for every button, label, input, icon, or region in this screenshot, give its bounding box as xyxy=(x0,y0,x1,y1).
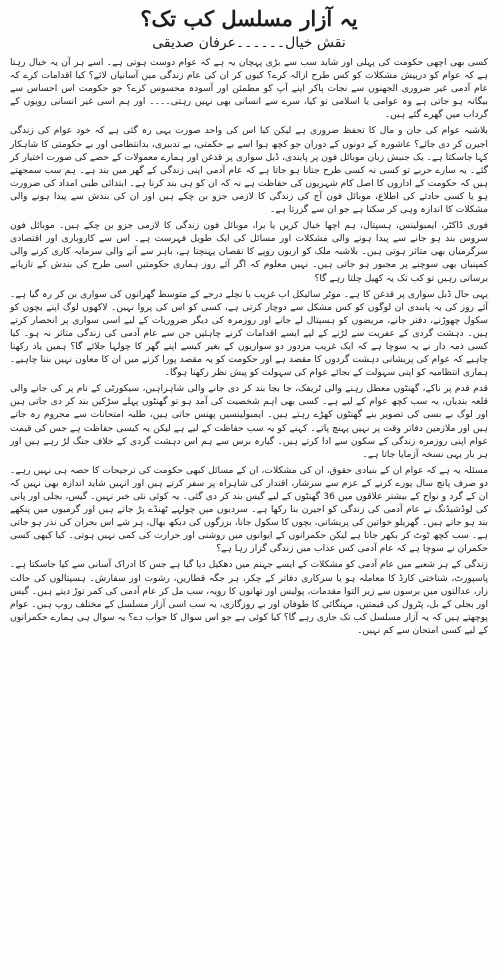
column-title: یہ آزار مسلسل کب تک؟ xyxy=(140,6,358,31)
paragraph: قدم قدم پر ناکے، گھنٹوں معطل رہنے والی ٹریفک، جا بجا بند کر دی جانے والی شاہراہیں، سیکورٹی کے نام پر کی جانے والی قلعہ بندیاں، یہ سب کچھ عوام کے لیے ہے۔ کسی بھی اہم شخصیت کی آمد ہو تو گھنٹوں پہلے سڑکیں بند کر دی جاتی ہیں اور لوگ بے بسی کی تصویر بنے گھنٹوں کھڑے رہتے ہیں۔ ایمبولینسیں پھنس جاتی ہیں، طلبہ امتحانات سے محروم رہ جاتے ہیں اور ملازمین دفاتر وقت پر نہیں پہنچ پاتے۔ کہنے کو یہ سب حفاظت کے لیے ہے لیکن یہ کیسی حفاظت ہے جس کی قیمت عوام اپنی روزمرہ زندگی کے سکون سے ادا کرتے ہیں۔ گیارہ برس سے ہم اس دہشت گردی کے خلاف جنگ لڑ رہے ہیں اور ہر بار یہی نسخہ آزمایا جاتا ہے۔ xyxy=(10,383,488,460)
paragraph: مسئلہ یہ ہے کہ عوام ان کے بنیادی حقوق، ان کی مشکلات، ان کے مسائل کبھی حکومت کی ترجیحات کا حصہ ہی نہیں رہے۔ دو صرف پانچ سال پورے کرنے کے عزم سے سرشار، اقتدار کی شاہراہ پر سفر کرتے ہیں اور انہیں شاید اندازہ بھی نہیں کہ ان کے گرد و نواح کے بیشتر علاقوں میں 36 گھنٹوں کے لیے گیس بند کر دی گئی۔ یہ کوئی نئی خبر نہیں۔ گیس، بجلی اور پانی کی لوڈشیڈنگ نے عام آدمی کی زندگی کو اجیرن بنا رکھا ہے۔ سردیوں میں چولہے ٹھنڈے پڑ جاتے ہیں اور گرمیوں میں پنکھے بند ہو جاتے ہیں۔ گھریلو خواتین کی پریشانی، بچوں کا سکول جانا، بزرگوں کی دیکھ بھال، ہر شے اس بحران کی نذر ہو جاتی ہے۔ سب کچھ ٹوٹ کر بکھر جاتا ہے لیکن حکمرانوں کے ایوانوں میں روشنی اور حرارت کی کمی نہیں ہوتی۔ کیا کبھی کسی حکمران نے سوچا ہے کہ عام آدمی کس عذاب میں زندگی گزار رہا ہے؟ xyxy=(10,464,488,555)
paragraph: زندگی کے ہر شعبے میں عام آدمی کو مشکلات کے ایسے جہنم میں دھکیل دیا گیا ہے جس کا ادراک آسانی سے کیا جاسکتا ہے۔ پاسپورٹ، شناختی کارڈ کا معاملہ ہو یا سرکاری دفاتر کے چکر، ہر جگہ قطاریں، رشوت اور سفارش۔ ہسپتالوں کی حالت زار، عدالتوں میں برسوں سے زیر التوا مقدمات، پولیس اور تھانوں کا رویہ، سب مل کر عام آدمی کی کمر توڑ دیتے ہیں۔ گیس اور بجلی کے بل، پٹرول کی قیمتیں، مہنگائی کا طوفان اور بے روزگاری، یہ سب اسی آزار مسلسل کے مختلف روپ ہیں۔ عوام پوچھتے ہیں کہ یہ آزار مسلسل کب تک جاری رہے گا؟ کیا کوئی ہے جو اس سوال کا جواب دے؟ یہ سوال ہی ہمارے حکمرانوں کے لیے کسی امتحان سے کم نہیں۔ xyxy=(10,559,488,636)
paragraph: کسی بھی اچھی حکومت کی پہلی اور شاید سب سے بڑی پہچان یہ ہے کہ عوام دوست ہوتی ہے۔ اسے ہر آن یہ خیال رہتا ہے کہ عوام کو درپیش مشکلات کو کس طرح ازالہ کرے؟ کیوں کر ان کی عام زندگی میں آسانیاں لائے؟ کیا اقدامات کرے کہ عام آدمی غیر ضروری الجھنوں سے نجات پاکر اپنے آپ کو مطمئن اور آسودہ محسوس کرے؟ جو حکومت اس احساس سے بیگانہ ہو جاتی ہے وہ عوامی یا اسلامی تو کیا، سرے سے انسانی بھی نہیں رہتی۔۔۔۔ اور ہم اسی غیر انسانی رویوں کے گرداب میں گھرے گئے ہیں۔ xyxy=(10,57,488,121)
paragraph: بلاشبہ عوام کی جان و مال کا تحفظ ضروری ہے لیکن کیا اس کی واحد صورت یہی رہ گئی ہے کہ خود عوام کی زندگی اجیرن کر دی جائے؟ عاشورہ کے دونوں کے دوران جو کچھ ہوا اسے بے حکمتی، بے تدبیری، بدانتظامی اور بے حکومتی کا شاہکار کہا جاسکتا ہے۔ یک جنبش زبان موبائل فون پر پابندی، ڈبل سواری پر قدغن اور ہمارے معمولات کے حصے کی صورت اختیار کر گئے۔ یہ سارے حربے تو کسی نہ کسی طرح جنانا ہو جاتا ہے کہ عام آدمی اپنی زندگی کے گھر میں بند ہے۔ ہم سب سمجھتے ہیں کہ حکومت کے اداروں کا اصل کام شہریوں کی حفاظت ہے نہ کہ ان کو ہی بند کرنا ہے۔ ابتدائی طبی امداد کی ضرورت ہو یا کسی حادثے کی اطلاع، موبائل فون آج کی زندگی کا لازمی جزو بن چکے ہیں اور ان کی بندش سے پیدا ہونے والی مشکلات کا اندازہ وہی کر سکتا ہے جو ان سے گزرتا ہے۔ xyxy=(10,125,488,216)
paragraph: فوری ڈاکٹر، ایمبولینس، ہسپتال، ہم اچھا خیال کریں یا برا، موبائل فون زندگی کا لازمی جزو بن چکے ہیں۔ موبائل فون سروس بند ہو جانے سے پیدا ہونے والی مشکلات اور مسائل کی ایک طویل فہرست ہے۔ اس سے کاروباری اور اقتصادی سرگرمیاں بھی متاثر ہوتی ہیں۔ بلاشبہ ملک کو اربوں روپے کا نقصان پہنچتا ہے، باہر سے آنے والی سرمایہ کاری کرنے والی کمپنیاں بھی سوچنے پر مجبور ہو جاتی ہیں۔ نہیں معلوم کہ اگر آئے روز ہماری حکومتیں اسی طرح کی بندش کے تازیانے برساتی رہیں تو کب تک یہ کھیل چلتا رہے گا؟ xyxy=(10,220,488,284)
column-byline: نقش خیال۔۔۔۔۔۔عرفان صدیقی xyxy=(152,35,346,51)
paragraph: یہی حال ڈبل سواری پر قدغن کا ہے۔ موٹر سائیکل اب غریب یا نچلے درجے کے متوسط گھرانوں کی سواری بن کر رہ گیا ہے۔ آئے روز کی یہ پابندی ان لوگوں کو کس مشکل سے دوچار کرتی ہے، کسی کو اس کی پروا نہیں۔ لاکھوں لوگ اپنے بچوں کو سکول چھوڑنے، دفتر جانے، مریضوں کو ہسپتال لے جانے اور روزمرہ کی دیگر ضروریات کے لیے اسی سواری پر انحصار کرتے ہیں۔ دہشت گردی کے عفریت سے لڑنے کے لیے ایسے اقدامات کرنے چاہئیں جن سے عام آدمی کی زندگی متاثر نہ ہو۔ کیا کسی ذمہ دار نے یہ سوچا ہے کہ ایک غریب مزدور دو سواریوں کے بغیر کیسے اپنے گھر کا چولہا جلائے گا؟ ہمیں یاد رکھنا چاہیے کہ عوام کی پریشانی دہشت گردوں کا مقصد ہے اور حکومت کو یہ مقصد پورا کرنے میں ان کا معاون نہیں بننا چاہیے۔ ہماری انتظامیہ کو اپنی سہولت کے بجائے عوام کی سہولت کو پیش نظر رکھنا ہوگا۔ xyxy=(10,288,488,379)
column-body xyxy=(10,56,488,637)
